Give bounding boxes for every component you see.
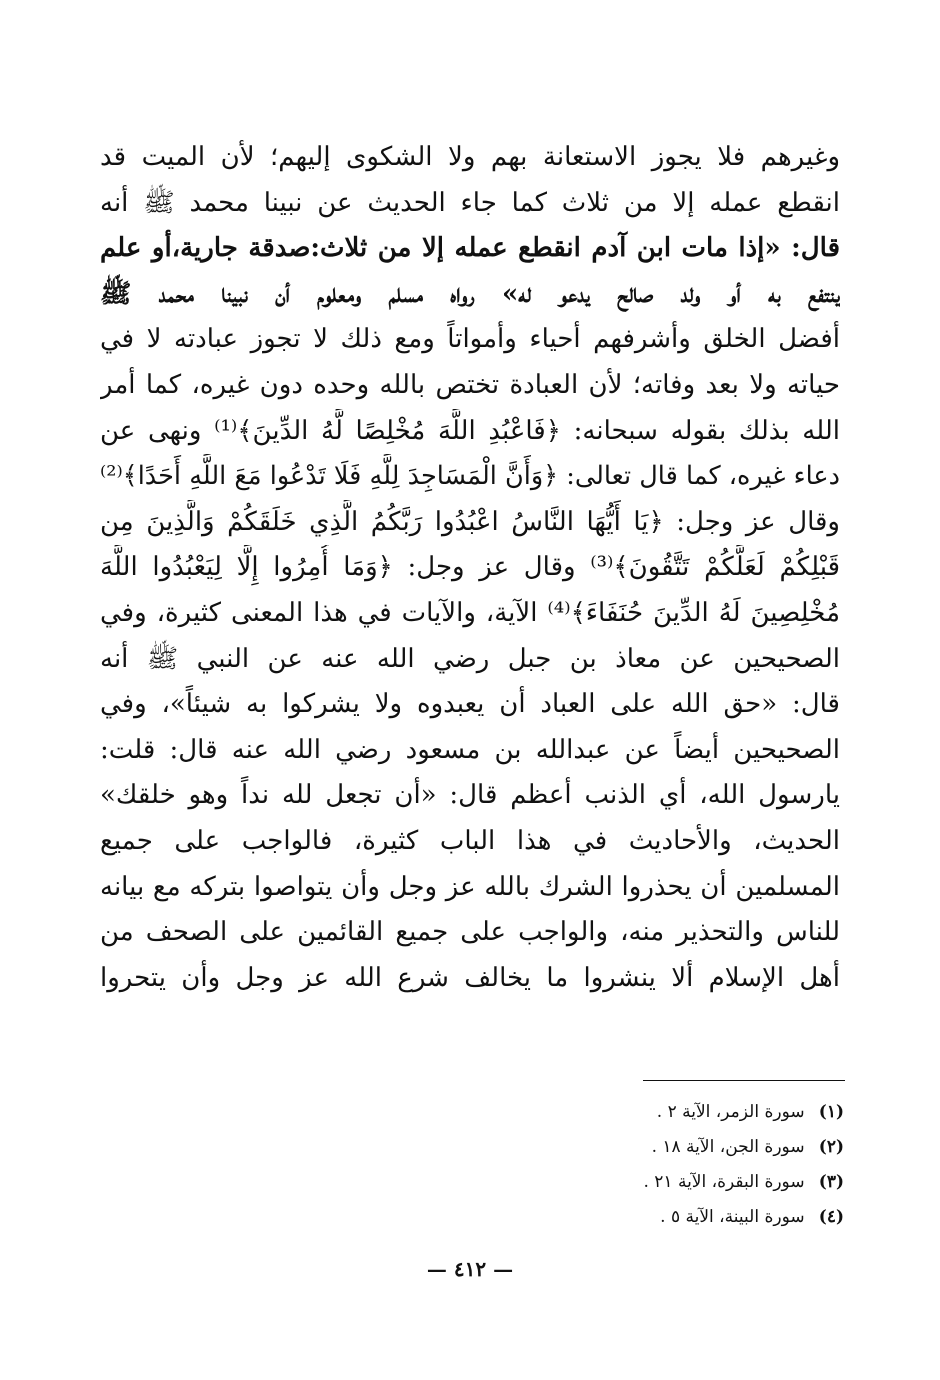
footnote-item [444, 1095, 844, 1130]
text-line: حياته ولا بعد وفاته؛ لأن العبادة تختص بالله وحده دون غيره، كما أمر [100, 369, 840, 400]
footnote-text: سورة البقرة، الآية ٢١ . [643, 1172, 805, 1192]
footnote-text: سورة البينة، الآية ٥ . [660, 1207, 805, 1227]
footnote-number: (٣) [818, 1172, 844, 1192]
verse-line: قَبْلِكُمْ لَعَلَّكُمْ تَتَّقُونَ﴾⁽³⁾ وقال عز وجل: ﴿وَمَا أُمِرُوا إِلَّا لِيَعْبُدُوا اللَّهَ [100, 552, 840, 583]
text-line: الصحيحين عن معاذ بن جبل رضي الله عنه عن النبي ﷺ أنه [100, 643, 840, 674]
text-line: أهل الإسلام ألا ينشروا ما يخالف شرع الله عز وجل وأن يتحروا [100, 962, 840, 993]
footnote-item [444, 1130, 844, 1165]
body-text [100, 135, 840, 1001]
text-line: للناس والتحذير منه، والواجب على جميع القائمين على الصحف من [100, 917, 840, 948]
footnote-text: سورة الجن، الآية ١٨ . [651, 1137, 805, 1157]
text-line: الصحيحين أيضاً عن عبدالله بن مسعود رضي الله عنه قال: قلت: [100, 734, 840, 765]
verse-line: مُخْلِصِينَ لَهُ الدِّينَ حُنَفَاءَ﴾⁽⁴⁾ الآية، والآيات في هذا المعنى كثيرة، وفي [100, 597, 840, 628]
text-line: انقطع عمله إلا من ثلاث كما جاء الحديث عن نبينا محمد ﷺ أنه [100, 187, 840, 218]
footnote-item [444, 1165, 844, 1200]
verse-line: الله بذلك بقوله سبحانه: ﴿فَاعْبُدِ اللَّهَ مُخْلِصًا لَّهُ الدِّينَ﴾⁽¹⁾ ونهى عن [100, 415, 840, 446]
footnote-number: (٤) [818, 1207, 844, 1227]
footnote-text: سورة الزمر، الآية ٢ . [656, 1102, 805, 1122]
verse-line: دعاء غيره، كما قال تعالى: ﴿وَأَنَّ الْمَسَاجِدَ لِلَّهِ فَلَا تَدْعُوا مَعَ اللَّهِ أَحَدًا﴾⁽²⁾ [100, 461, 840, 492]
hadith-line: قال: «إذا مات ابن آدم انقطع عمله إلا من ثلاث:صدقة جارية،أو علم [100, 233, 840, 264]
text-line: الحديث، والأحاديث في هذا الباب كثيرة، فالواجب على جميع [100, 825, 840, 856]
hadith-line: قال: «حق الله على العباد أن يعبدوه ولا يشركوا به شيئاً»، وفي [100, 689, 840, 720]
footnote-item [444, 1200, 844, 1235]
hadith-line: يارسول الله، أي الذنب أعظم قال: «أن تجعل لله نداً وهو خلقك» [100, 780, 840, 811]
hadith-line: ينتفع به أو ولد صالح يدعو له» رواه مسلم ومعلوم أن نبينا محمد ﷺ [100, 278, 840, 309]
footnote-separator [643, 1080, 845, 1081]
footnotes [444, 1095, 844, 1235]
text-line: وغيرهم فلا يجوز الاستعانة بهم ولا الشكوى إليهم؛ لأن الميت قد [100, 142, 840, 172]
verse-line: وقال عز وجل: ﴿يَا أَيُّهَا النَّاسُ اعْبُدُوا رَبَّكُمُ الَّذِي خَلَقَكُمْ وَالَّذِينَ مِن [100, 506, 840, 537]
text-line: المسلمين أن يحذروا الشرك بالله عز وجل وأن يتواصوا بتركه مع بيانه [100, 871, 840, 902]
footnote-number: (١) [818, 1102, 844, 1122]
page-number: — ٤١٢ — [426, 1257, 514, 1281]
text-line: أفضل الخلق وأشرفهم أحياء وأمواتاً ومع ذلك لا تجوز عبادته لا في [100, 324, 840, 355]
footnote-number: (٢) [818, 1137, 844, 1157]
